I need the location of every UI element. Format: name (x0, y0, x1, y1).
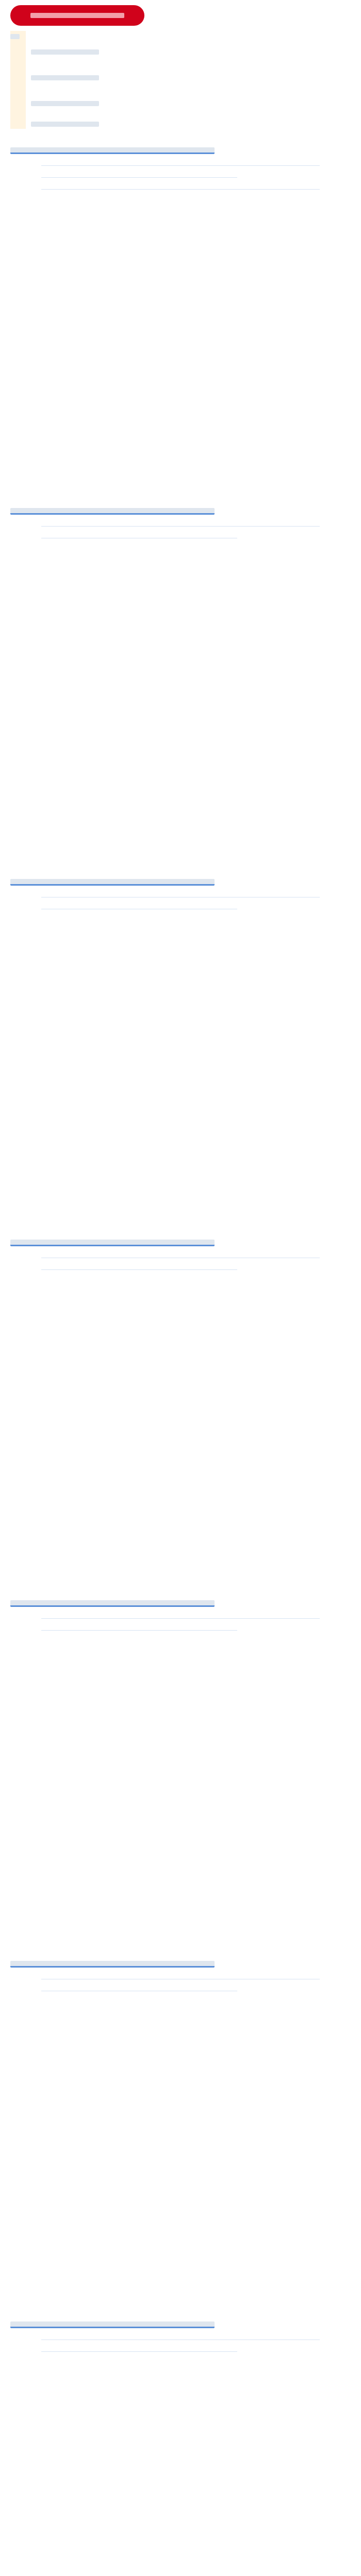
section-heading (10, 1240, 215, 1246)
list-item (41, 518, 320, 527)
sector-section (10, 505, 351, 538)
banner-title (30, 13, 124, 18)
list-item (41, 2331, 320, 2340)
sector-section (10, 2318, 351, 2352)
list-item (41, 1261, 237, 1270)
sector-section (10, 1236, 351, 1270)
list-item (41, 530, 237, 538)
section-heading (10, 2321, 215, 2328)
sector-section (10, 144, 351, 190)
list-item (41, 2343, 237, 2352)
hero-label (10, 34, 20, 39)
list-item (41, 1610, 320, 1619)
hero-row (31, 75, 99, 80)
hero-row (31, 49, 99, 55)
section-heading (10, 1961, 215, 1968)
section-heading (10, 508, 215, 515)
section-heading (10, 147, 215, 154)
section-heading (10, 1600, 215, 1607)
sector-section (10, 1597, 351, 1631)
hero-block (10, 31, 124, 129)
list-item (41, 901, 237, 909)
hero-row (31, 122, 99, 127)
hero-tag (10, 31, 26, 129)
list-item (41, 889, 320, 897)
section-heading (10, 879, 215, 886)
sector-section (10, 1958, 351, 1991)
list-item (41, 1971, 320, 1979)
list-item (41, 1622, 237, 1631)
sector-section (10, 876, 351, 909)
list-item (41, 1249, 320, 1258)
list-item (41, 169, 237, 178)
list-item (41, 181, 320, 190)
list-item (41, 157, 320, 166)
list-item (41, 1982, 237, 1991)
hero-row (31, 101, 99, 106)
title-banner (10, 5, 144, 26)
